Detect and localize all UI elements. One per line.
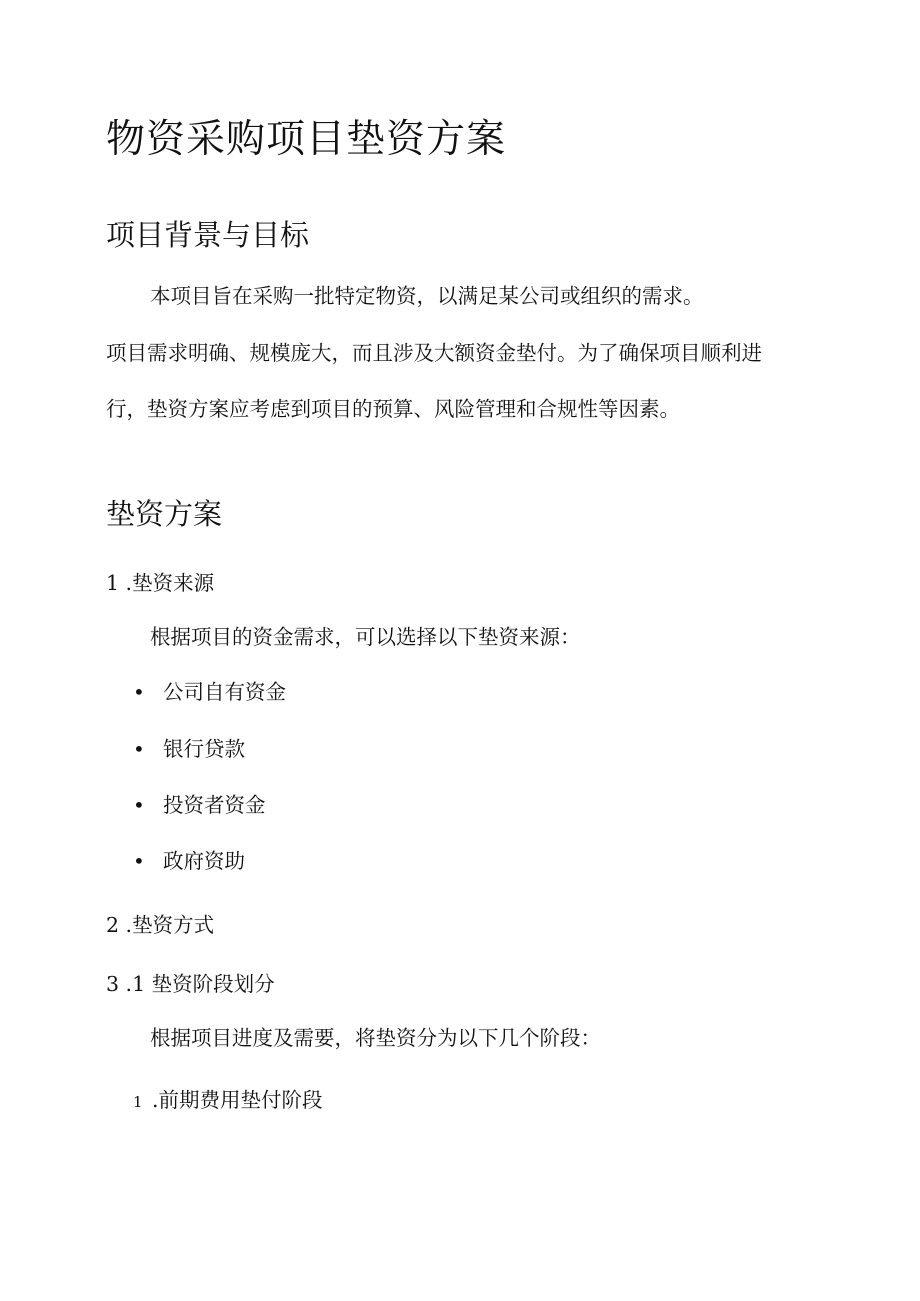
sub-item-number: 1	[133, 1093, 143, 1111]
list-item-2-heading: 2 .垫资方式	[106, 913, 215, 937]
bullet-icon: •	[133, 737, 145, 761]
document-title: 物资采购项目垫资方案	[106, 117, 507, 162]
section-heading-advance-plan: 垫资方案	[106, 497, 223, 531]
list-item-3-intro: 根据项目进度及需要，将垫资分为以下几个阶段：	[150, 1026, 601, 1050]
bullet-icon: •	[133, 849, 145, 873]
list-item-3-heading: 3 .1 垫资阶段划分	[106, 972, 275, 996]
list-item-1-heading: 1 .垫资来源	[106, 571, 215, 595]
bullet-icon: •	[133, 680, 145, 704]
paragraph-line-2: 项目需求明确、规模庞大，而且涉及大额资金垫付。为了确保项目顺利进	[106, 341, 762, 365]
paragraph-line-1: 本项目旨在采购一批特定物资，以满足某公司或组织的需求。	[150, 284, 704, 308]
bullet-item: 投资者资金	[163, 793, 266, 817]
bullet-item: 公司自有资金	[163, 680, 286, 704]
sub-item-text: .前期费用垫付阶段	[152, 1088, 323, 1112]
section-heading-background: 项目背景与目标	[106, 218, 310, 252]
bullet-item: 政府资助	[163, 849, 245, 873]
bullet-item: 银行贷款	[163, 737, 245, 761]
list-item-1-intro: 根据项目的资金需求，可以选择以下垫资来源：	[150, 625, 581, 649]
bullet-icon: •	[133, 793, 145, 817]
paragraph-line-3: 行，垫资方案应考虑到项目的预算、风险管理和合规性等因素。	[106, 397, 680, 421]
